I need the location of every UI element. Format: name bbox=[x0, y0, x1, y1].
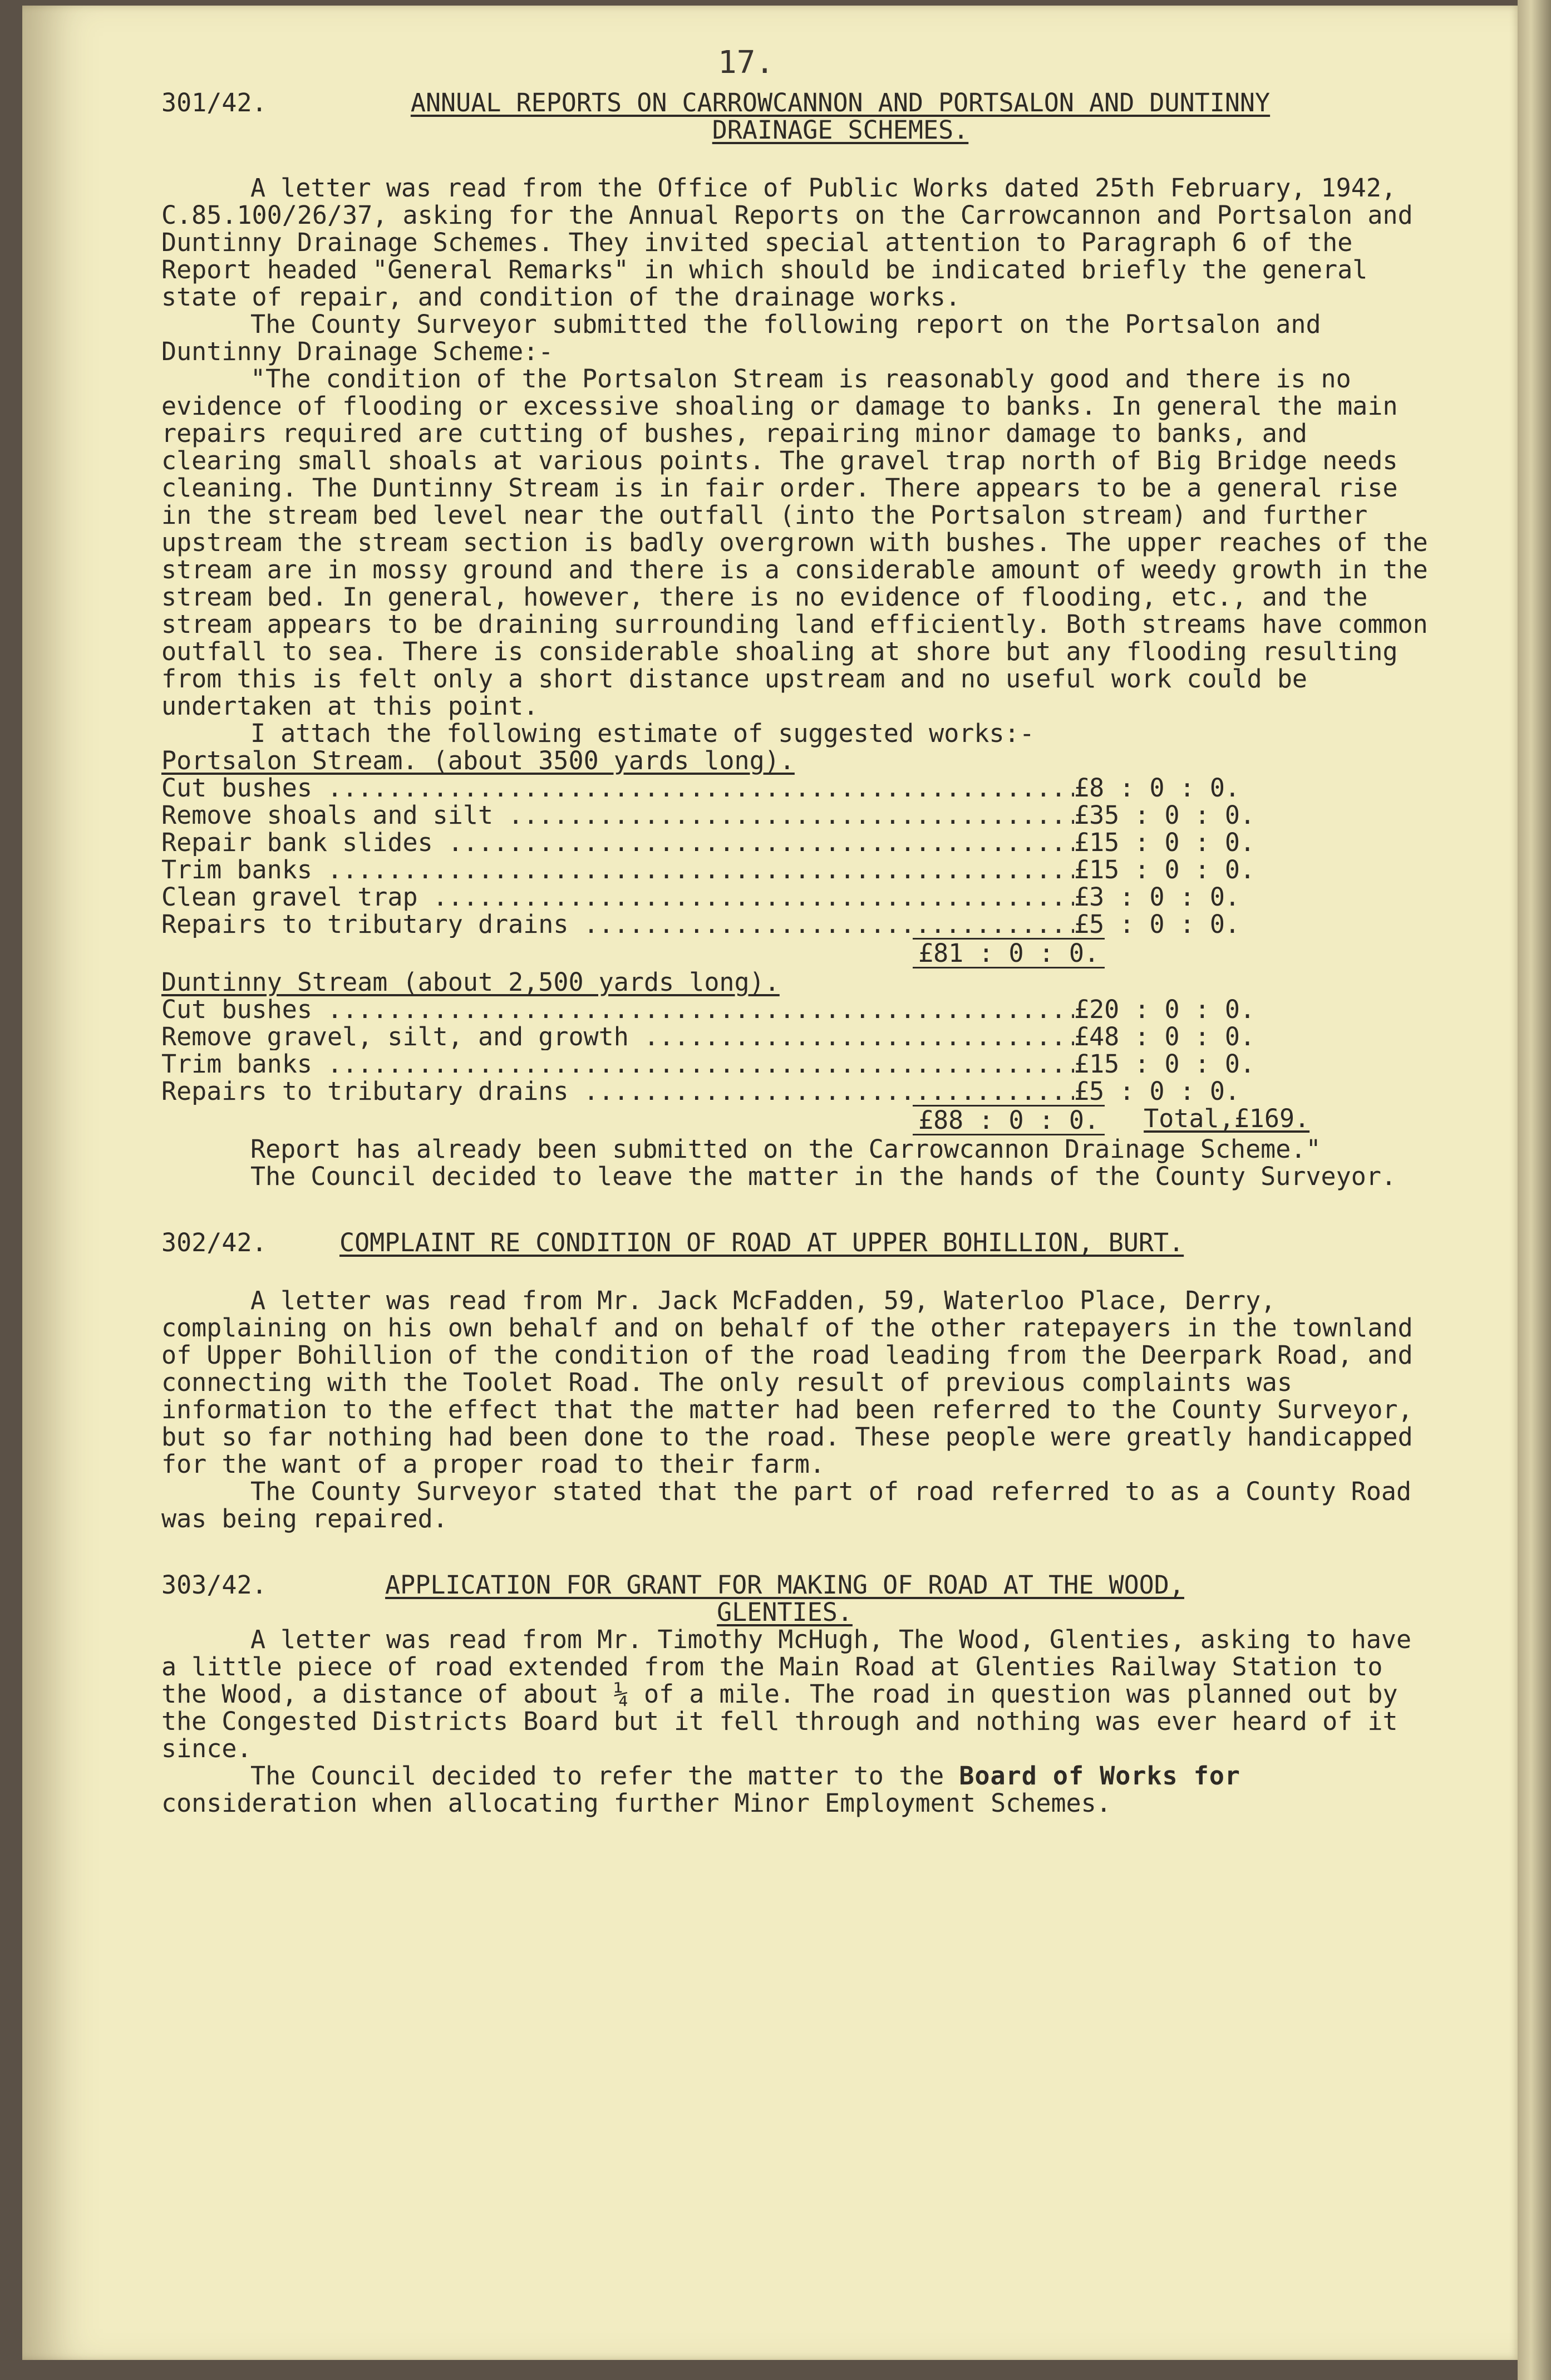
item-title-line: DRAINAGE SCHEMES. bbox=[712, 115, 969, 145]
estimate-row bbox=[161, 1078, 1441, 1105]
item-heading bbox=[161, 89, 1441, 144]
estimate-row bbox=[161, 774, 1441, 801]
item-title bbox=[339, 89, 1341, 144]
estimate-label: Repairs to tributary drains ..... bbox=[161, 911, 1074, 938]
estimate-row bbox=[161, 856, 1441, 883]
book-spine-edge bbox=[1518, 0, 1551, 2380]
paragraph: A letter was read from Mr. Timothy McHugh, The Wood, Glenties, asking to have a little piece of road extended from the Main Road at Glenties Railway Station to the Wood, a distance of about ¼ of a mile. The road in question was planned out by the Congested Districts Board but it fell through and nothing was ever heard of it since. bbox=[161, 1625, 1412, 1763]
estimate-label: Repairs to tributary drains ..... bbox=[161, 1078, 1074, 1105]
grand-total: Total,£169. bbox=[1144, 1104, 1310, 1133]
estimate-label: Clean gravel trap ..... bbox=[161, 883, 1074, 911]
subtotal-row bbox=[161, 938, 1441, 968]
estimate-row bbox=[161, 911, 1441, 938]
item-heading bbox=[161, 1571, 1441, 1626]
subtotal-row bbox=[161, 1105, 1441, 1135]
estimate-amount: £3 : 0 : 0. bbox=[1074, 882, 1240, 912]
estimate-row bbox=[161, 996, 1441, 1023]
estimate-label: Cut bushes ..... bbox=[161, 996, 1074, 1023]
estimate-label: Cut bushes ..... bbox=[161, 774, 1074, 801]
estimate-row bbox=[161, 801, 1441, 829]
estimate-amount: £15 : 0 : 0. bbox=[1074, 855, 1255, 884]
estimate-label: Trim banks ..... bbox=[161, 856, 1074, 883]
estimate-label: Remove shoals and silt ..... bbox=[161, 801, 1074, 829]
paragraph: The Council decided to leave the matter in the hands of the County Surveyor. bbox=[250, 1162, 1397, 1191]
subtotal-amount: £81 : 0 : 0. bbox=[913, 938, 1105, 968]
item-title-line: APPLICATION FOR GRANT FOR MAKING OF ROAD AT THE WOOD, bbox=[385, 1570, 1184, 1600]
estimate-row bbox=[161, 1023, 1441, 1050]
estimate-row bbox=[161, 1050, 1441, 1078]
estimate-amount: £8 : 0 : 0. bbox=[1074, 773, 1240, 803]
subtotal-amount: £88 : 0 : 0. bbox=[913, 1105, 1105, 1135]
estimate-amount: £20 : 0 : 0. bbox=[1074, 995, 1255, 1024]
paragraph: I attach the following estimate of suggested works:- bbox=[250, 719, 1035, 748]
estimate-table-duntinny bbox=[161, 996, 1441, 1135]
paragraph-text: The Council decided to refer the matter to the bbox=[250, 1761, 959, 1791]
paragraph: "The condition of the Portsalon Stream is reasonably good and there is no evidence of flooding or excessive shoaling or damage to banks. In general the main repairs required are cutting of bushes, repairing minor damage to banks, and clearing small shoals at various points. The gravel trap north of Big Bridge needs cleaning. The Duntinny Stream is in fair order. There appears to be a general rise in the stream bed level near the outfall (into the Portsalon stream) and further upstream the stream section is badly overgrown with bushes. The upper reaches of the stream are in mossy ground and there is a considerable amount of weedy growth in the stream bed. In general, however, there is no evidence of flooding, etc., and the stream appears to be draining surrounding land efficiently. Both streams have common outfall to sea. There is considerable shoaling at shore but any flooding resulting from this is felt only a short distance upstream and no useful work could be undertaken at this point. bbox=[161, 364, 1428, 721]
estimate-label: Remove gravel, silt, and growth ..... bbox=[161, 1023, 1074, 1050]
estimate-amount: £35 : 0 : 0. bbox=[1074, 800, 1255, 830]
item-title-line: GLENTIES. bbox=[717, 1597, 853, 1627]
item-heading bbox=[161, 1229, 1441, 1256]
estimate-label: Trim banks ..... bbox=[161, 1050, 1074, 1078]
item-number: 302/42. bbox=[161, 1228, 267, 1257]
estimate-amount: £15 : 0 : 0. bbox=[1074, 1049, 1255, 1079]
item-number: 301/42. bbox=[161, 88, 267, 117]
minutes-content bbox=[161, 89, 1441, 1817]
paragraph: The County Surveyor stated that the part of road referred to as a County Road was being repaired. bbox=[161, 1477, 1412, 1533]
paragraph: Report has already been submitted on the Carrowcannon Drainage Scheme." bbox=[250, 1134, 1321, 1164]
paragraph-text: consideration when allocating further Minor Employment Schemes. bbox=[161, 1788, 1111, 1818]
estimate-row bbox=[161, 883, 1441, 911]
estimate-amount: £5 : 0 : 0. bbox=[1074, 909, 1240, 939]
estimate-row bbox=[161, 829, 1441, 856]
estimate-label: Repair bank slides ..... bbox=[161, 829, 1074, 856]
estimate-amount: £48 : 0 : 0. bbox=[1074, 1022, 1255, 1051]
paragraph: A letter was read from the Office of Public Works dated 25th February, 1942, C.85.100/26/37, asking for the Annual Reports on the Carrowcannon and Portsalon and Duntinny Drainage Schemes. They invited special attention to Paragraph 6 of the Report headed "General Remarks" in which should be indicated briefly the general state of repair, and condition of the drainage works. bbox=[161, 173, 1413, 312]
minute-item-301 bbox=[161, 89, 1441, 1190]
item-title bbox=[339, 1571, 1230, 1626]
paragraph bbox=[161, 1762, 1441, 1817]
minute-item-302 bbox=[161, 1229, 1441, 1532]
document-page bbox=[22, 6, 1519, 2360]
item-title-line: ANNUAL REPORTS ON CARROWCANNON AND PORTSALON AND DUNTINNY bbox=[410, 88, 1271, 117]
stamped-text: Board of Works for bbox=[959, 1761, 1241, 1791]
estimate-heading: Portsalon Stream. (about 3500 yards long). bbox=[161, 746, 795, 775]
item-number: 303/42. bbox=[161, 1570, 267, 1600]
page-number: 17. bbox=[718, 45, 775, 81]
estimate-heading: Duntinny Stream (about 2,500 yards long). bbox=[161, 967, 780, 997]
estimate-amount: £15 : 0 : 0. bbox=[1074, 828, 1255, 857]
item-title: COMPLAINT RE CONDITION OF ROAD AT UPPER BOHILLION, BURT. bbox=[339, 1228, 1184, 1257]
estimate-table-portsalon bbox=[161, 774, 1441, 968]
estimate-amount: £5 : 0 : 0. bbox=[1074, 1076, 1240, 1106]
paragraph: A letter was read from Mr. Jack McFadden, 59, Waterloo Place, Derry, complaining on his own behalf and on behalf of the other ratepayers in the townland of Upper Bohillion of the condition of the road leading from the Deerpark Road, and connecting with the Toolet Road. The only result of previous complaints was information to the effect that the matter had been referred to the County Surveyor, but so far nothing had been done to the road. These people were greatly handicapped for the want of a proper road to their farm. bbox=[161, 1286, 1413, 1479]
minute-item-303 bbox=[161, 1571, 1441, 1817]
paragraph: The County Surveyor submitted the following report on the Portsalon and Duntinny Drainage Scheme:- bbox=[161, 309, 1321, 366]
